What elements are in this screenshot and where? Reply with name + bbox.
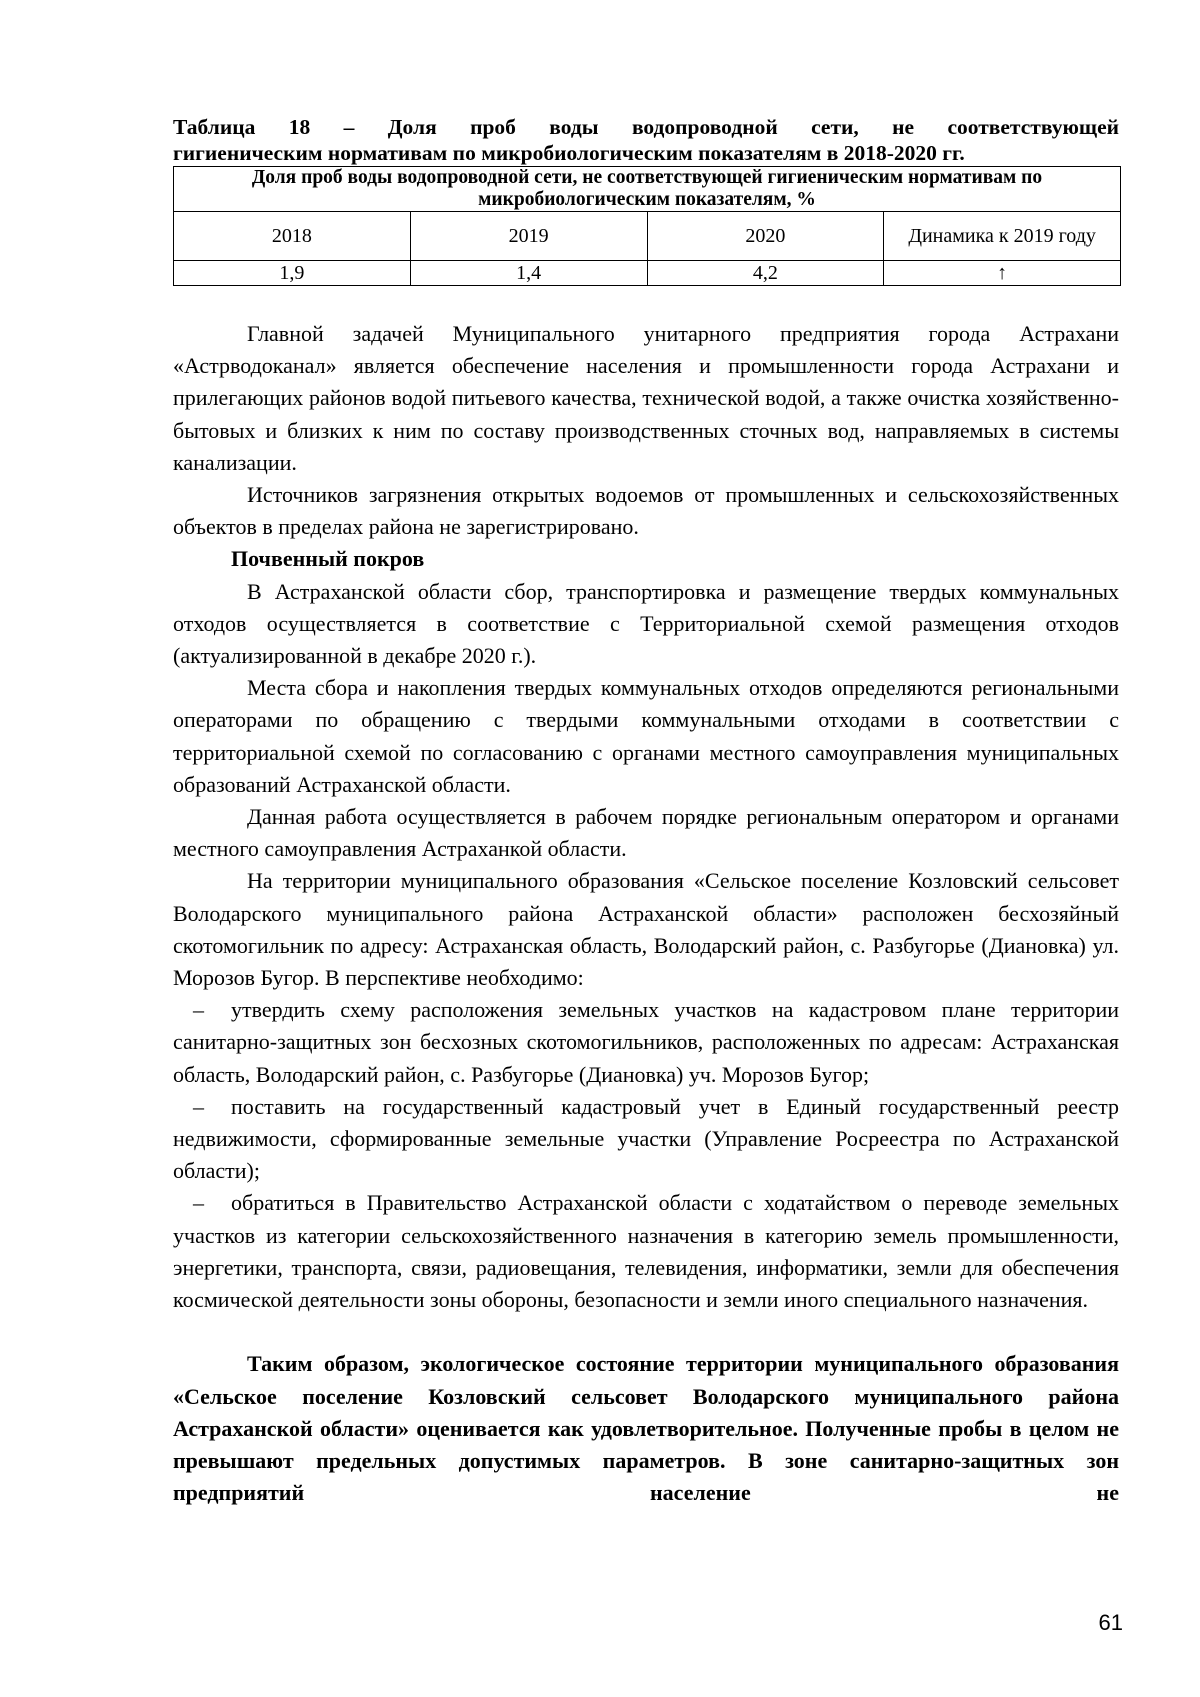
table-cell: 4,2 [647, 261, 884, 286]
list-dash: – [193, 997, 204, 1023]
paragraph: Главной задачей Муниципального унитарного предприятия города Астрахани «Астрводоканал» является обеспечение населения и промышленности города Астрахани и прилегающих районов водой питьевого качества, технической водой, а также очистка хозяйственно-бытовых и близких к ним по составу производственных сточных вод, направляемых в системы канализации. [173, 321, 1119, 475]
list-item [173, 994, 1119, 1091]
conclusion-paragraph: Таким образом, экологическое состояние территории муниципального образования «Сельское поселение Козловский сельсовет Володарского муниципального района Астраханской области» оценивается как удовлетворительное. Полученные пробы в целом не превышают предельных допустимых параметров. В зоне санитарно-защитных зон предприятий население не [173, 1351, 1119, 1506]
list-item [173, 1091, 1119, 1188]
table-main-header: Доля проб воды водопроводной сети, не соответствующей гигиеническим нормативам по микробиологическим показателям, % [174, 167, 1121, 212]
paragraph: На территории муниципального образования «Сельское поселение Козловский сельсовет Володарского муниципального района Астраханской области» расположен бесхозяйный скотомогильник по адресу: Астраханская область, Володарский район, с. Разбугорье (Диановка) ул. Морозов Бугор. В перспективе необходимо: [173, 868, 1119, 991]
table-column-header-dynamics: Динамика к 2019 году [884, 212, 1121, 261]
paragraph: В Астраханской области сбор, транспортировка и размещение твердых коммунальных отходов осуществляется в соответствие с Территориальной схемой размещения отходов (актуализированной в декабре 2020 г.). [173, 578, 1119, 669]
list-item-text: обратиться в Правительство Астраханской области с ходатайством о переводе земельных участков из категории сельскохозяйственного назначения в категорию земель промышленности, энергетики, транспорта, связи, радиовещания, телевидения, информатики, земли для обеспечения космической деятельности зоны обороны, безопасности и земли иного специального назначения. [173, 1190, 1119, 1313]
paragraph: Источников загрязнения открытых водоемов от промышленных и сельскохозяйственных объектов в пределах района не зарегистрировано. [173, 482, 1119, 540]
paragraph: Данная работа осуществляется в рабочем порядке региональным оператором и органами местного самоуправления Астраханкой области. [173, 804, 1119, 862]
table-caption-line-1: Таблица 18 – Доля проб воды водопроводной сети, не соответствующей [173, 115, 1119, 139]
list-dash: – [193, 1093, 204, 1119]
page-number: 61 [1098, 1610, 1123, 1635]
body-text [173, 318, 1119, 1509]
list-dash: – [193, 1190, 204, 1216]
table-caption [173, 114, 1119, 166]
list-item-text: утвердить схему расположения земельных участков на кадастровом плане территории санитарно-защитных зон бесхозных скотомогильников, расположенных по адресам: Астраханская область, Володарский район, с. Разбугорье (Диановка) уч. Морозов Бугор; [173, 997, 1119, 1087]
list-item [173, 1187, 1119, 1316]
page-content [173, 114, 1119, 1531]
table-18 [173, 166, 1121, 286]
table-cell: 1,4 [410, 261, 647, 286]
section-heading: Почвенный покров [231, 546, 425, 572]
table-cell: 1,9 [174, 261, 411, 286]
table-column-header: 2018 [174, 212, 411, 261]
paragraph: Места сбора и накопления твердых коммунальных отходов определяются региональными операторами по обращению с твердыми коммунальными отходами в соответствии с территориальной схемой по согласованию с органами местного самоуправления муниципальных образований Астраханской области. [173, 675, 1119, 797]
table-column-header: 2019 [410, 212, 647, 261]
table-column-header: 2020 [647, 212, 884, 261]
table-caption-line-2: гигиеническим нормативам по микробиологическим показателям в 2018-2020 гг. [173, 141, 965, 165]
list-item-text: поставить на государственный кадастровый учет в Единый государственный реестр недвижимости, сформированные земельные участки (Управление Росреестра по Астраханской области); [173, 1093, 1119, 1184]
table-cell-trend-arrow: ↑ [884, 261, 1121, 286]
